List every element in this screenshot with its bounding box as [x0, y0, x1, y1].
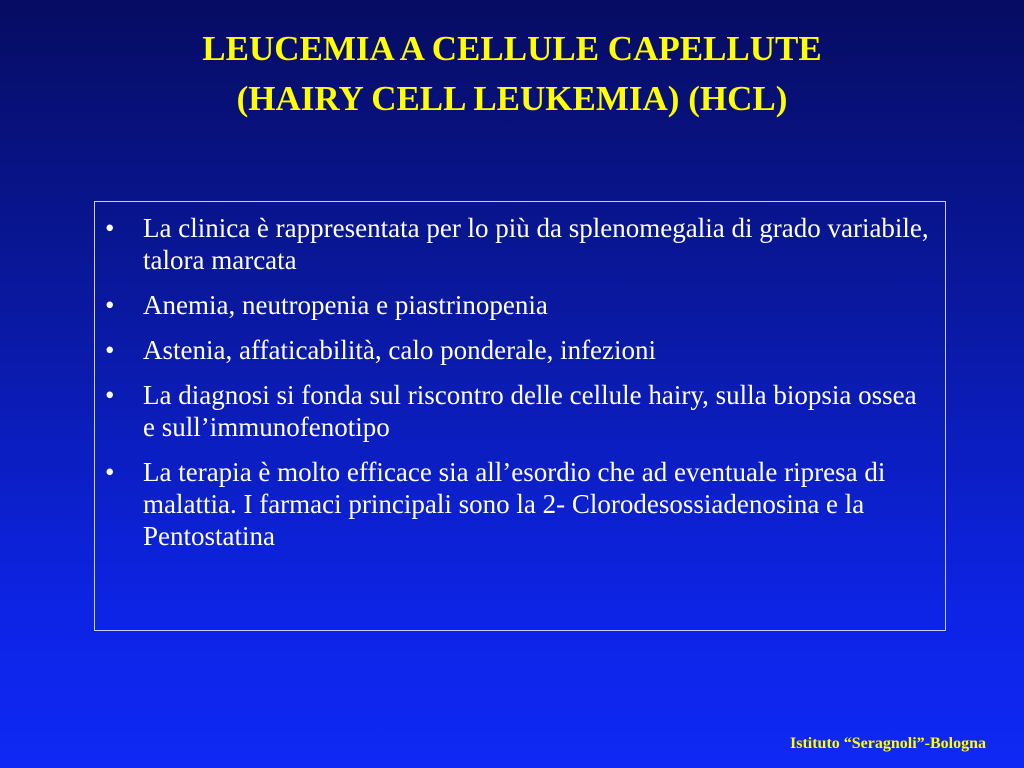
- bullet-icon: •: [105, 290, 115, 320]
- bullet-icon: •: [105, 213, 115, 243]
- slide-title: [0, 24, 1024, 124]
- bullet-text: Anemia, neutropenia e piastrinopenia: [143, 290, 548, 320]
- bullet-list: [95, 202, 945, 552]
- bullet-item: [95, 289, 931, 321]
- bullet-item: [95, 212, 931, 276]
- bullet-icon: •: [105, 380, 115, 410]
- bullet-icon: •: [105, 335, 115, 365]
- bullet-text: La terapia è molto efficace sia all’esordio che ad eventuale ripresa di malattia. I farmaci principali sono la 2- Clorodesossiadenosina e la Pentostatina: [143, 457, 886, 551]
- slide-title-line-2: (HAIRY CELL LEUKEMIA) (HCL): [236, 79, 788, 118]
- bullet-item: [95, 379, 931, 443]
- footer-institution: Istituto “Seragnoli”-Bologna: [789, 735, 986, 752]
- bullet-item: [95, 334, 931, 366]
- bullet-item: [95, 456, 931, 552]
- content-box: [94, 201, 946, 631]
- bullet-text: La diagnosi si fonda sul riscontro delle cellule hairy, sulla biopsia ossea e sull’immunofenotipo: [143, 380, 917, 442]
- bullet-text: La clinica è rappresentata per lo più da splenomegalia di grado variabile, talora marcata: [143, 213, 929, 275]
- bullet-icon: •: [105, 457, 115, 487]
- slide-title-line-1: LEUCEMIA A CELLULE CAPELLUTE: [202, 29, 822, 68]
- bullet-text: Astenia, affaticabilità, calo ponderale, infezioni: [143, 335, 657, 365]
